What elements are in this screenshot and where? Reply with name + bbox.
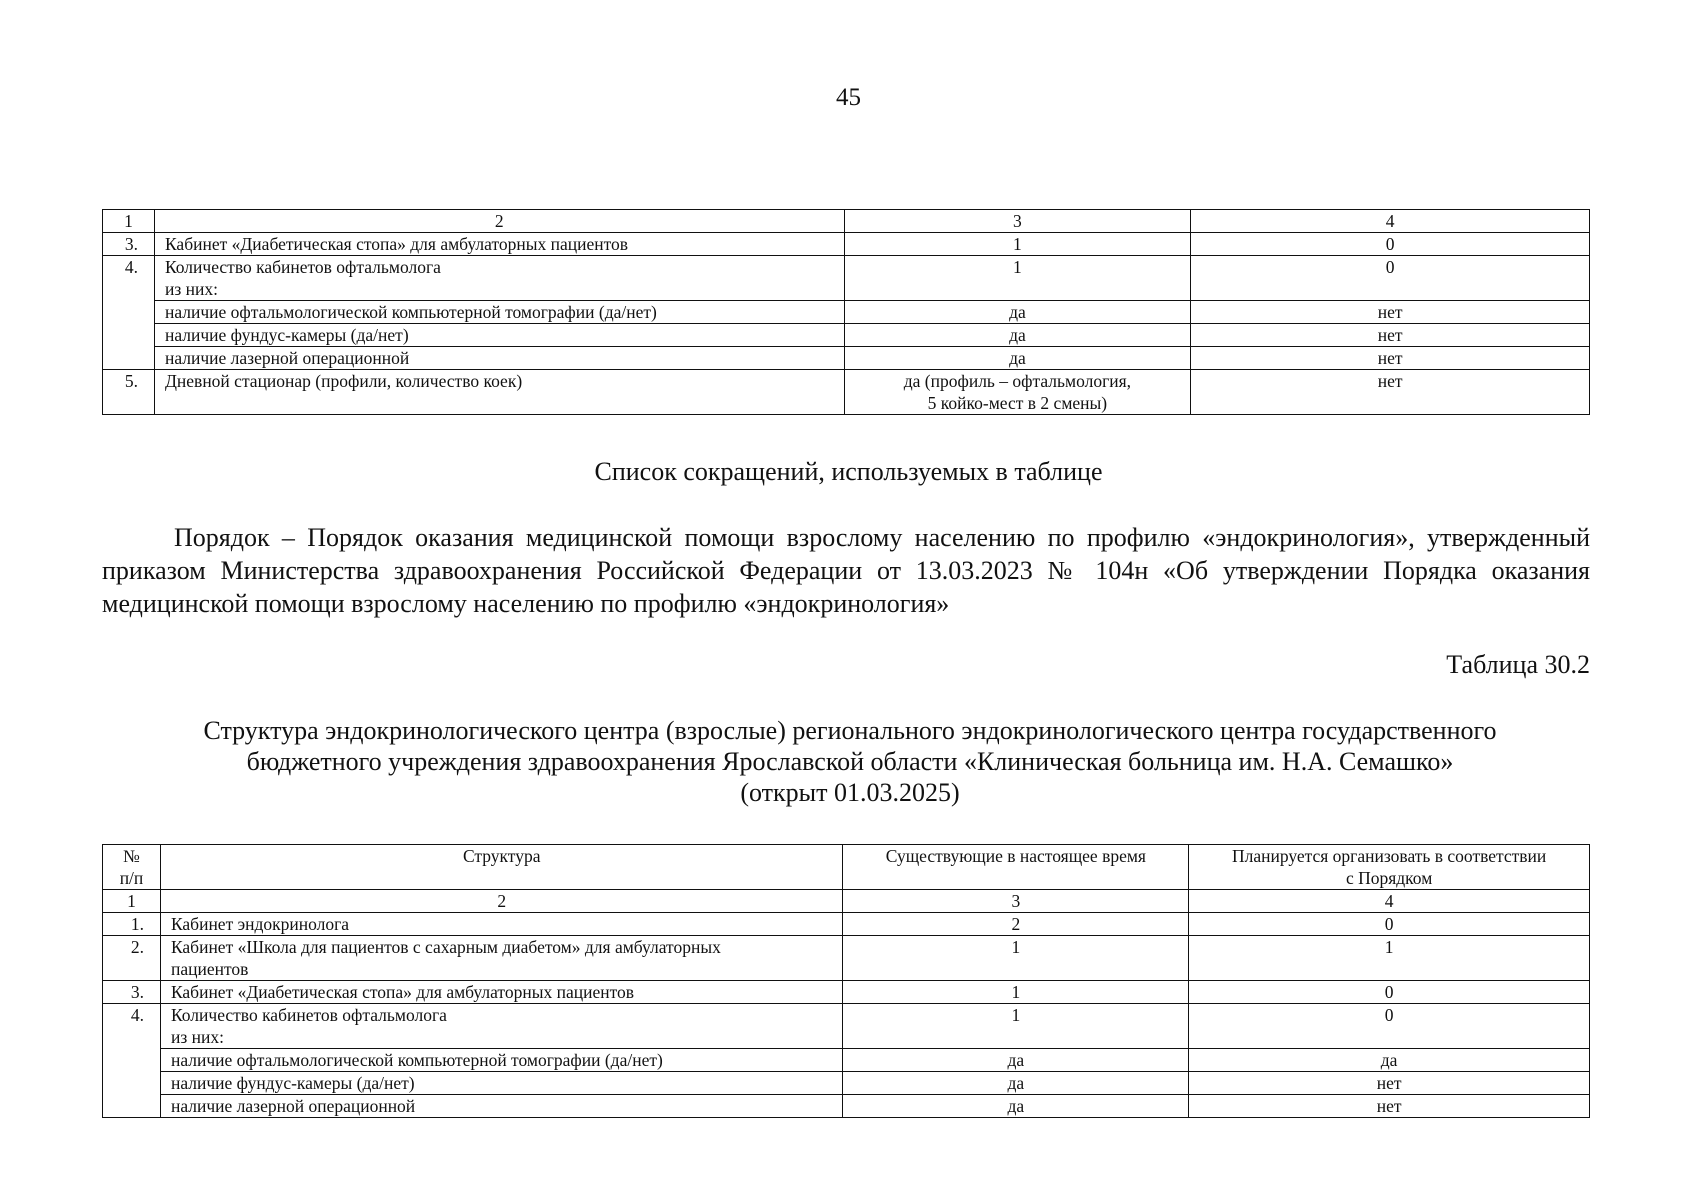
structure-line: Кабинет «Школа для пациентов с сахарным диабетом» для амбулаторных: [170, 937, 721, 957]
table-header-numbers: [103, 890, 1590, 913]
existing-cell: 1: [844, 233, 1191, 256]
planned-cell: нет: [1191, 324, 1590, 347]
planned-cell: нет: [1191, 370, 1590, 415]
structure-cell: наличие лазерной операционной: [160, 1095, 843, 1118]
table-title: [120, 715, 1580, 808]
column-header-existing: Существующие в настоящее время: [843, 845, 1189, 890]
existing-cell: 1: [843, 981, 1189, 1004]
existing-cell: да: [844, 301, 1191, 324]
header-number-cell: 2: [154, 210, 844, 233]
existing-cell: да: [844, 324, 1191, 347]
header-number-cell: 4: [1189, 890, 1590, 913]
existing-cell: [844, 370, 1191, 415]
table-row: [103, 301, 1590, 324]
table-row: [103, 256, 1590, 301]
table-row: [103, 1095, 1590, 1118]
structure-cell: наличие офтальмологической компьютерной томографии (да/нет): [154, 301, 844, 324]
equipment-table-continued: [102, 209, 1590, 415]
existing-cell: 1: [844, 256, 1191, 301]
header-number-cell: 1: [103, 890, 161, 913]
structure-line: пациентов: [170, 959, 249, 979]
table-row: [103, 233, 1590, 256]
abbreviations-paragraph: Порядок – Порядок оказания медицинской помощи взрослому населению по профилю «эндокринология», утвержденный приказом Министерства здравоохранения Российской Федерации от 13.03.2023 № 104н «Об утверждении Порядка оказания медицинской помощи взрослому населению по профилю «эндокринология»: [102, 523, 1590, 618]
column-header-num: [103, 845, 161, 890]
structure-line: из них:: [170, 1027, 224, 1047]
planned-cell: 0: [1189, 913, 1590, 936]
column-header-structure: Структура: [160, 845, 843, 890]
row-number-cell: 2.: [103, 936, 161, 981]
row-number-cell: 3.: [103, 233, 155, 256]
structure-cell: наличие офтальмологической компьютерной томографии (да/нет): [160, 1049, 843, 1072]
existing-cell: да: [843, 1072, 1189, 1095]
endocrinology-center-structure-table: [102, 844, 1590, 1118]
table-row: [103, 347, 1590, 370]
table-row: [103, 936, 1590, 981]
structure-cell: Дневной стационар (профили, количество коек): [154, 370, 844, 415]
header-number-cell: 3: [843, 890, 1189, 913]
table-column-header-row: [103, 845, 1590, 890]
column-header-line: Планируется организовать в соответствии: [1231, 846, 1547, 866]
existing-cell: 1: [843, 936, 1189, 981]
table-row: [103, 1072, 1590, 1095]
column-header-line: с Порядком: [1345, 868, 1433, 888]
structure-cell: Кабинет эндокринолога: [160, 913, 843, 936]
existing-cell: 2: [843, 913, 1189, 936]
planned-cell: нет: [1191, 347, 1590, 370]
column-header-line: №: [123, 846, 140, 866]
structure-cell: Кабинет «Диабетическая стопа» для амбулаторных пациентов: [160, 981, 843, 1004]
planned-cell: 0: [1189, 1004, 1590, 1049]
structure-cell: наличие фундус-камеры (да/нет): [160, 1072, 843, 1095]
table-header-numbers: [103, 210, 1590, 233]
structure-cell: наличие лазерной операционной: [154, 347, 844, 370]
table-row: [103, 913, 1590, 936]
planned-cell: 1: [1189, 936, 1590, 981]
structure-cell: [160, 1004, 843, 1049]
header-number-cell: 3: [844, 210, 1191, 233]
structure-line: Количество кабинетов офтальмолога: [170, 1005, 447, 1025]
row-number-cell: 5.: [103, 370, 155, 415]
structure-cell: [160, 936, 843, 981]
header-number-cell: 2: [160, 890, 843, 913]
existing-line: 5 койко-мест в 2 смены): [927, 393, 1108, 413]
existing-cell: да: [843, 1095, 1189, 1118]
abbreviations-heading: Список сокращений, используемых в таблице: [594, 457, 1103, 486]
table-label: Таблица 30.2: [1446, 650, 1590, 679]
structure-cell: Кабинет «Диабетическая стопа» для амбулаторных пациентов: [154, 233, 844, 256]
structure-cell: [154, 256, 844, 301]
table-title-line: бюджетного учреждения здравоохранения Ярославской области «Клиническая больница им. Н.А. Семашко»: [246, 747, 1454, 776]
existing-cell: да: [844, 347, 1191, 370]
existing-cell: да: [843, 1049, 1189, 1072]
page-number: 45: [836, 84, 861, 111]
table-title-line: Структура эндокринологического центра (взрослые) регионального эндокринологического центра государственного: [203, 716, 1497, 745]
planned-cell: нет: [1189, 1095, 1590, 1118]
table-row: [103, 324, 1590, 347]
structure-cell: наличие фундус-камеры (да/нет): [154, 324, 844, 347]
header-number-cell: 4: [1191, 210, 1590, 233]
existing-line: да (профиль – офтальмология,: [903, 371, 1132, 391]
row-number-cell: 4.: [103, 1004, 161, 1118]
planned-cell: да: [1189, 1049, 1590, 1072]
existing-cell: 1: [843, 1004, 1189, 1049]
planned-cell: нет: [1191, 301, 1590, 324]
structure-line: Количество кабинетов офтальмолога: [164, 257, 441, 277]
header-number-cell: 1: [103, 210, 155, 233]
row-number-cell: 1.: [103, 913, 161, 936]
structure-line: из них:: [164, 279, 218, 299]
planned-cell: 0: [1189, 981, 1590, 1004]
planned-cell: 0: [1191, 256, 1590, 301]
table-title-line: (открыт 01.03.2025): [740, 778, 960, 807]
column-header-planned: [1189, 845, 1590, 890]
table-row: [103, 981, 1590, 1004]
planned-cell: 0: [1191, 233, 1590, 256]
table-row: [103, 1049, 1590, 1072]
table-row: [103, 1004, 1590, 1049]
table-row: [103, 370, 1590, 415]
row-number-cell: 4.: [103, 256, 155, 370]
row-number-cell: 3.: [103, 981, 161, 1004]
planned-cell: нет: [1189, 1072, 1590, 1095]
column-header-line: п/п: [119, 868, 144, 888]
